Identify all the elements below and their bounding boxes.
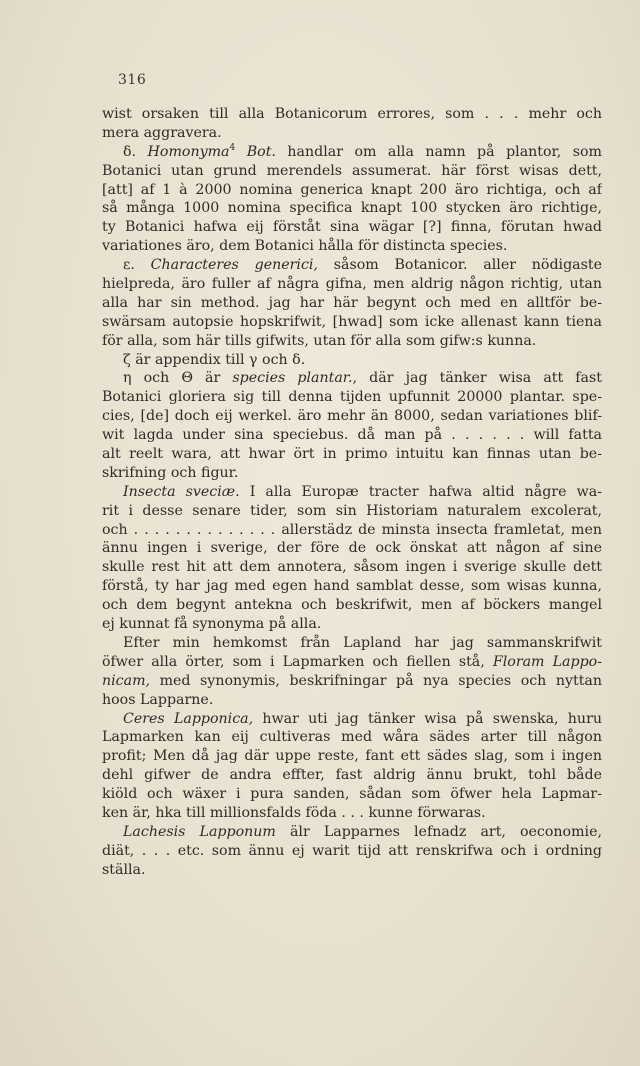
- text-segment: , där jag tänker wisa att fast: [352, 370, 602, 387]
- text-line: [102, 502, 602, 521]
- text-segment: swärsam autopsie hopskrifwit, [hwad] som icke allenast kann tiena: [102, 313, 602, 330]
- text-line: [102, 483, 602, 502]
- text-segment: rit i desse senare tider, som sin Historiam naturalem excolerat,: [102, 502, 602, 519]
- italic-text: Characteres generici,: [150, 257, 318, 274]
- text-line: [102, 181, 602, 200]
- text-segment: hoos Lapparne.: [102, 691, 214, 708]
- text-segment: wist orsaken till alla Botanicorum errores, som . . . mehr och: [102, 106, 602, 122]
- text-line: [102, 615, 602, 634]
- text-line: [102, 577, 602, 596]
- text-segment: älr Lapparnes lefnadz art, oeconomie,: [275, 823, 602, 840]
- text-line: [102, 407, 602, 426]
- text-segment: Lapmarken kan eij cultiveras med wåra sädes arter till någon: [102, 729, 602, 746]
- text-line: [102, 861, 602, 880]
- text-line: [102, 369, 602, 388]
- text-line: [102, 105, 602, 124]
- text-segment: hielpreda, äro fuller af några gifna, men aldrig någon richtig, utan: [102, 276, 602, 293]
- text-line: [102, 199, 602, 218]
- text-segment: ken är, hka till millionsfalds föda . . . kunne förwaras.: [102, 804, 486, 821]
- text-line: [102, 785, 602, 804]
- text-segment: ej kunnat få synonyma på alla.: [102, 616, 322, 633]
- text-segment: öfwer alla örter, som i Lapmarken och fiellen stå,: [102, 653, 493, 670]
- text-line: [102, 162, 602, 181]
- text-line: [102, 313, 602, 332]
- text-segment: såsom Botanicor. aller nödigaste: [317, 257, 602, 274]
- text-line: [102, 634, 602, 653]
- text-segment: η och Θ är: [123, 370, 233, 387]
- text-segment: variationes äro, dem Botanici hålla för distincta species.: [102, 238, 508, 255]
- text-line: [102, 256, 602, 275]
- text-segment: hwar uti jag tänker wisa på swenska, huru: [253, 710, 602, 727]
- text-segment: ställa.: [102, 861, 146, 878]
- text-segment: för alla, som här tills gifwits, utan för alla som gifw:s kunna.: [102, 332, 537, 349]
- text-line: [102, 539, 602, 558]
- text-line: [102, 558, 602, 577]
- text-segment: ε.: [123, 257, 151, 274]
- text-line: [102, 596, 602, 615]
- text-line: [102, 672, 602, 691]
- text-line: [102, 426, 602, 445]
- text-segment: alt reelt wara, att hwar ört in primo intuitu kan finnas utan be-: [102, 446, 602, 463]
- text-segment: δ.: [123, 143, 148, 160]
- italic-text: Ceres Lapponica,: [123, 710, 254, 727]
- page-body-text: [102, 105, 602, 880]
- text-line: [102, 766, 602, 785]
- text-line: [102, 445, 602, 464]
- text-line: [102, 521, 602, 540]
- text-line: [102, 653, 602, 672]
- text-segment: ty Botanici hafwa eij förståt sina wägar [?] finna, förutan hwad: [102, 219, 602, 236]
- italic-text: species plantar.: [232, 370, 353, 387]
- page-number: 316: [118, 72, 147, 88]
- text-line: [102, 710, 602, 729]
- italic-text: Insecta sveciæ.: [123, 483, 240, 500]
- text-line: [102, 275, 602, 294]
- text-segment: skulle rest hit att dem annotera, såsom ingen i sverige skulle dett: [102, 559, 602, 576]
- text-line: [102, 143, 602, 162]
- text-segment: och dem begynt antekna och beskrifwit, men af böckers mangel: [102, 597, 602, 614]
- text-line: [102, 237, 602, 256]
- footnote-marker: 4: [229, 142, 236, 153]
- text-line: [102, 332, 602, 351]
- text-line: [102, 728, 602, 747]
- text-segment: handlar om alla namn på plantor, som: [275, 143, 602, 160]
- text-segment: [att] af 1 à 2000 nomina generica knapt 200 äro richtiga, och af: [102, 181, 602, 198]
- text-segment: cies, [de] doch eij werkel. äro mehr än 8000, sedan variationes blif-: [102, 408, 602, 425]
- text-segment: och . . . . . . . . . . . . . . allerstädz de minsta insecta framletat, men: [102, 521, 602, 538]
- text-segment: kiöld och wäxer i pura sanden, sådan som öfwer hela Lapmar-: [102, 786, 602, 803]
- text-segment: diät, . . . etc. som ännu ej warit tijd att renskrifwa och i ordning: [102, 842, 602, 859]
- text-segment: wit lagda under sina speciebus. då man på . . . . . . will fatta: [102, 427, 602, 444]
- italic-text: Floram Lappo-: [492, 653, 602, 670]
- text-segment: Botanici gloriera sig till denna tijden upfunnit 20000 plantar. spe-: [102, 389, 602, 406]
- text-segment: [235, 144, 246, 160]
- text-segment: alla har sin method. jag har här begynt och med en alltför be-: [102, 294, 602, 311]
- text-segment: dehl gifwer de andra effter, fast aldrig ännu brukt, tohl både: [102, 767, 602, 784]
- text-line: [102, 691, 602, 710]
- italic-text: Lachesis Lapponum: [123, 823, 276, 840]
- text-segment: ζ är appendix till γ och δ.: [123, 351, 306, 368]
- text-line: [102, 804, 602, 823]
- text-line: [102, 464, 602, 483]
- text-segment: förstå, ty har jag med egen hand samblat desse, som wisas kunna,: [102, 578, 602, 595]
- text-line: [102, 842, 602, 861]
- text-line: [102, 124, 602, 143]
- text-line: [102, 218, 602, 237]
- italic-text: Homonyma: [147, 143, 230, 160]
- text-line: [102, 823, 602, 842]
- text-segment: med synonymis, beskrifningar på nya species och nyttan: [150, 672, 602, 689]
- text-segment: skrifning och figur.: [102, 464, 239, 481]
- text-segment: så många 1000 nomina specifica knapt 100 stycken äro richtige,: [102, 200, 602, 217]
- italic-text: Bot.: [246, 143, 276, 160]
- text-segment: I alla Europæ tracter hafwa altid någre wa-: [239, 483, 602, 500]
- text-line: [102, 351, 602, 370]
- text-segment: Botanici utan grund merendels assumerat. här först wisas dett,: [102, 162, 602, 179]
- text-line: [102, 747, 602, 766]
- text-segment: profit; Men då jag där uppe reste, fant ett sädes slag, som i ingen: [102, 748, 602, 765]
- text-line: [102, 294, 602, 313]
- italic-text: nicam,: [102, 672, 151, 689]
- text-line: [102, 388, 602, 407]
- text-segment: mera aggravera.: [102, 124, 222, 141]
- text-segment: Efter min hemkomst från Lapland har jag sammanskrifwit: [123, 634, 602, 651]
- text-segment: ännu ingen i sverige, der före de ock önskat att någon af sine: [102, 540, 602, 557]
